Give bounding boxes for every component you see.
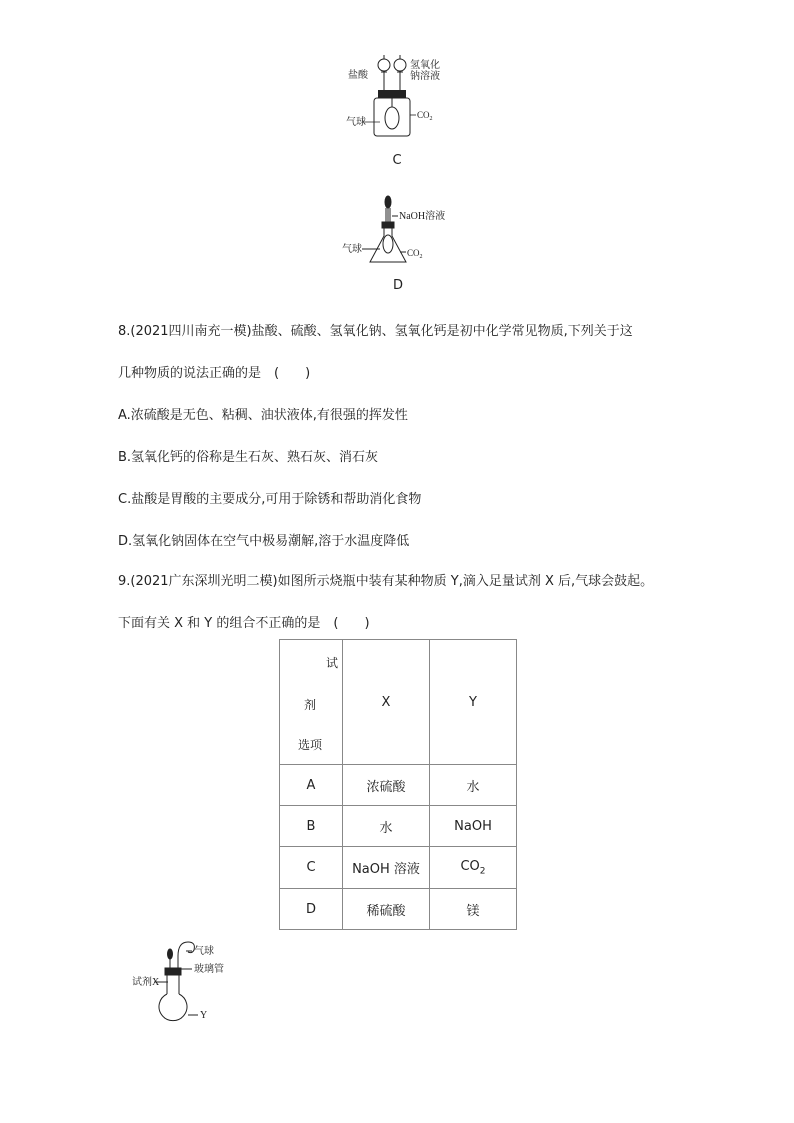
table-header-y: Y [430, 640, 517, 765]
conical-flask [370, 228, 406, 262]
question8-option-a: A.浓硫酸是无色、粘稠、油状液体,有很强的挥发性 [118, 408, 408, 423]
table-header-row [280, 640, 517, 765]
co2-subscript: 2 [479, 866, 486, 877]
label-balloon: 气球 [194, 946, 214, 957]
label-co2: $CO_2$ [407, 248, 423, 260]
table-row [280, 847, 517, 889]
label-y: Y [200, 1010, 208, 1021]
question8-stem-line2: 几种物质的说法正确的是 ( ) [118, 366, 311, 381]
label-co2: $CO_2$ [417, 110, 433, 122]
label-hcl: 盐酸 [348, 70, 368, 81]
round-flask [159, 994, 187, 1021]
table-row [280, 765, 517, 806]
table-cell-option: D [280, 889, 343, 930]
header-top: 试 [326, 656, 339, 670]
label-naoh-solution: NaOH溶液 [399, 211, 446, 222]
label-balloon: 气球 [342, 244, 362, 255]
table-cell-x: NaOH 溶液 [343, 847, 430, 889]
figure-c-apparatus [340, 52, 450, 142]
label-reagent-x: 试剂X [132, 977, 160, 988]
rubber-stopper [378, 90, 406, 98]
label-balloon: 气球 [346, 117, 366, 128]
dropper-bulb [385, 196, 391, 208]
balloon [178, 942, 194, 956]
table-cell-y: 水 [430, 765, 517, 806]
label-glass-tube: 玻璃管 [194, 964, 224, 975]
table-cell-y: NaOH [430, 806, 517, 847]
figure-d-apparatus [340, 192, 460, 270]
question8-stem-line1: 8.(2021四川南充一模)盐酸、硫酸、氢氧化钠、氢氧化钙是初中化学常见物质,下列关于这 [118, 324, 633, 339]
question9-stem-line2: 下面有关 X 和 Y 的组合不正确的是 ( ) [118, 616, 370, 631]
options-table [279, 639, 517, 930]
table-cell-option: A [280, 765, 343, 806]
figure-q9-flask [130, 938, 240, 1030]
question9-stem-line1: 9.(2021广东深圳光明二模)如图所示烧瓶中装有某种物质 Y,滴入足量试剂 X 后,气球会鼓起。 [118, 574, 654, 589]
table-row [280, 889, 517, 930]
separatory-funnel-left [378, 55, 390, 94]
header-bottom: 选项 [298, 738, 323, 752]
table-cell-y: 镁 [430, 889, 517, 930]
balloon [383, 235, 393, 253]
label-naoh-line1: 氢氧化 [410, 60, 440, 71]
table-cell-option: C [280, 847, 343, 889]
balloon [385, 107, 399, 129]
table-header-x: X [343, 640, 430, 765]
table-cell-x: 稀硫酸 [343, 889, 430, 930]
figure-c-caption: C [392, 153, 402, 168]
label-naoh-line2: 钠溶液 [410, 71, 440, 82]
figure-d-caption: D [392, 278, 403, 293]
dropper-bulb [168, 949, 173, 959]
question8-option-c: C.盐酸是胃酸的主要成分,可用于除锈和帮助消化食物 [118, 492, 422, 507]
table-cell-x: 水 [343, 806, 430, 847]
table-row [280, 806, 517, 847]
table-cell-x: 浓硫酸 [343, 765, 430, 806]
table-header-corner [280, 640, 343, 765]
table-cell-option: B [280, 806, 343, 847]
question8-option-b: B.氢氧化钙的俗称是生石灰、熟石灰、消石灰 [118, 450, 379, 465]
header-mid: 剂 [304, 698, 317, 712]
table-cell-y [430, 847, 517, 889]
question8-option-d: D.氢氧化钠固体在空气中极易潮解,溶于水温度降低 [118, 534, 410, 549]
co2-formula: CO [460, 858, 480, 874]
separatory-funnel-right [394, 55, 406, 94]
